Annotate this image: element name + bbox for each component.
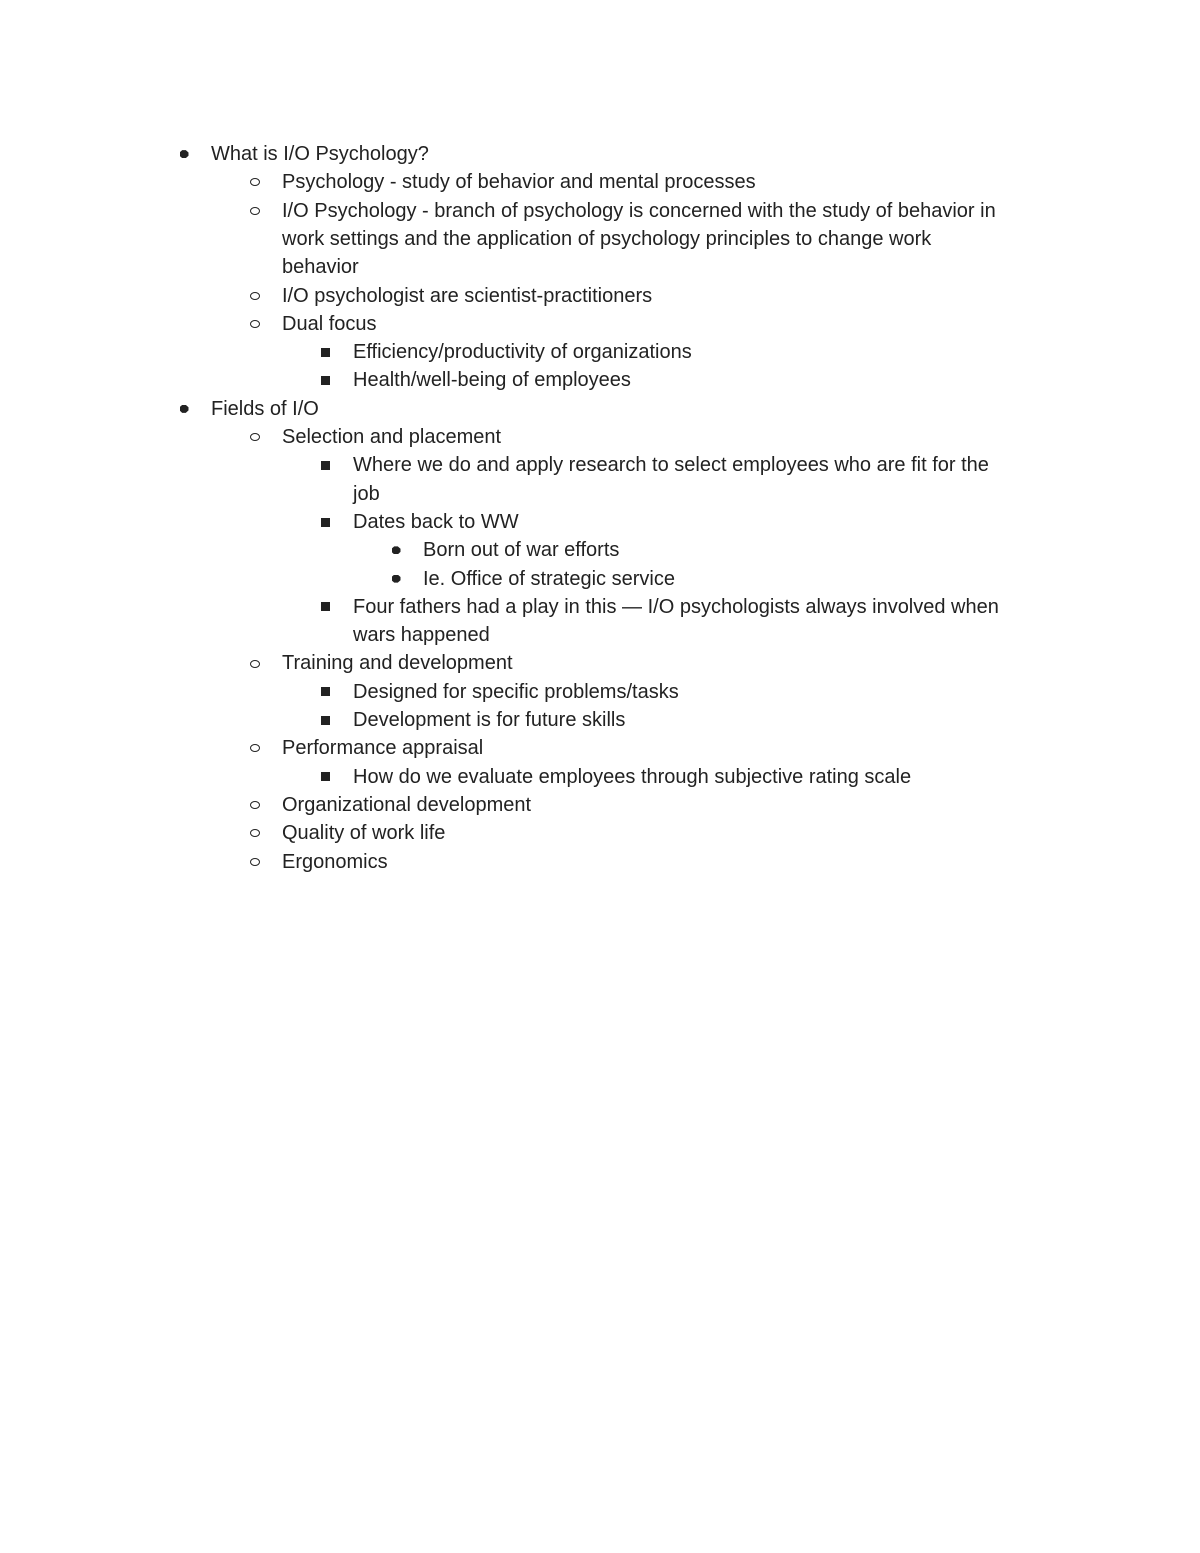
list-item-line: How do we evaluate employees through subjective rating scale: [353, 765, 912, 788]
list-item-line: What is I/O Psychology?: [211, 143, 429, 165]
list-item-line: Born out of war efforts: [423, 539, 620, 562]
list-item-line: Four fathers had a play in this — I/O psychologists always involved when: [353, 595, 999, 618]
circle-bullet-icon: [247, 197, 263, 225]
square-bullet-icon: [317, 678, 333, 706]
list-item-line: I/O psychologist are scientist-practitioners: [282, 284, 653, 307]
list-item-line: wars happened: [353, 624, 490, 647]
list-item-text: [282, 649, 513, 677]
circle-bullet-icon: [247, 168, 263, 196]
circle-bullet-icon: [247, 791, 263, 819]
list-item-line: Quality of work life: [282, 822, 446, 845]
list-item-line: job: [353, 482, 380, 505]
list-item-text: [211, 140, 429, 168]
list-item-line: Dual focus: [282, 312, 377, 335]
list-item-text: [282, 734, 483, 762]
list-item-text: [353, 338, 692, 366]
list-item-text: [353, 508, 519, 536]
circle-bullet-icon: [247, 310, 263, 338]
list-item-text: [423, 536, 619, 564]
disc-bullet-icon: [176, 140, 192, 168]
circle-bullet-icon: [247, 423, 263, 451]
list-item-text: [282, 197, 996, 282]
list-item-text: [282, 423, 501, 451]
square-bullet-icon: [317, 706, 333, 734]
list-item-line: Selection and placement: [282, 426, 502, 448]
list-item-text: [353, 706, 625, 734]
list-item-text: [282, 791, 531, 819]
list-item-text: [353, 451, 989, 508]
disc-bullet-icon: [388, 565, 404, 593]
list-item-text: [423, 565, 675, 593]
list-item-line: Organizational development: [282, 793, 532, 816]
list-item-text: [353, 366, 631, 394]
circle-bullet-icon: [247, 282, 263, 310]
list-item-line: behavior: [282, 256, 359, 279]
square-bullet-icon: [317, 763, 333, 791]
list-item-line: Where we do and apply research to select employees who are fit for the: [353, 454, 989, 477]
square-bullet-icon: [317, 366, 333, 394]
square-bullet-icon: [317, 338, 333, 366]
list-item-line: Efficiency/productivity of organizations: [353, 341, 692, 364]
list-item-text: [353, 678, 679, 706]
square-bullet-icon: [317, 508, 333, 536]
list-item-line: Performance appraisal: [282, 737, 484, 760]
list-item-line: Designed for specific problems/tasks: [353, 680, 679, 703]
list-item-line: Ergonomics: [282, 850, 388, 873]
list-item-line: Fields of I/O: [211, 397, 319, 420]
circle-bullet-icon: [247, 734, 263, 762]
list-item-line: Dates back to WW: [353, 510, 519, 533]
list-item-line: Training and development: [282, 652, 513, 675]
square-bullet-icon: [317, 593, 333, 621]
list-item-line: I/O Psychology - branch of psychology is concerned with the study of behavior in: [282, 199, 996, 222]
disc-bullet-icon: [388, 536, 404, 564]
list-item-text: [282, 848, 388, 876]
list-item-line: Psychology - study of behavior and mental processes: [282, 171, 756, 194]
list-item-text: [353, 763, 911, 791]
list-item-line: work settings and the application of psychology principles to change work: [282, 227, 932, 250]
list-item-text: [282, 310, 377, 338]
circle-bullet-icon: [247, 819, 263, 847]
list-item-text: [282, 282, 652, 310]
list-item-text: [282, 168, 756, 196]
circle-bullet-icon: [247, 649, 263, 677]
list-item-text: [211, 395, 319, 423]
list-item-line: Health/well-being of employees: [353, 369, 631, 392]
list-item-line: Ie. Office of strategic service: [423, 567, 675, 590]
list-item-text: [353, 593, 999, 650]
square-bullet-icon: [317, 451, 333, 479]
disc-bullet-icon: [176, 395, 192, 423]
list-item-text: [282, 819, 445, 847]
list-item-line: Development is for future skills: [353, 709, 626, 731]
circle-bullet-icon: [247, 848, 263, 876]
